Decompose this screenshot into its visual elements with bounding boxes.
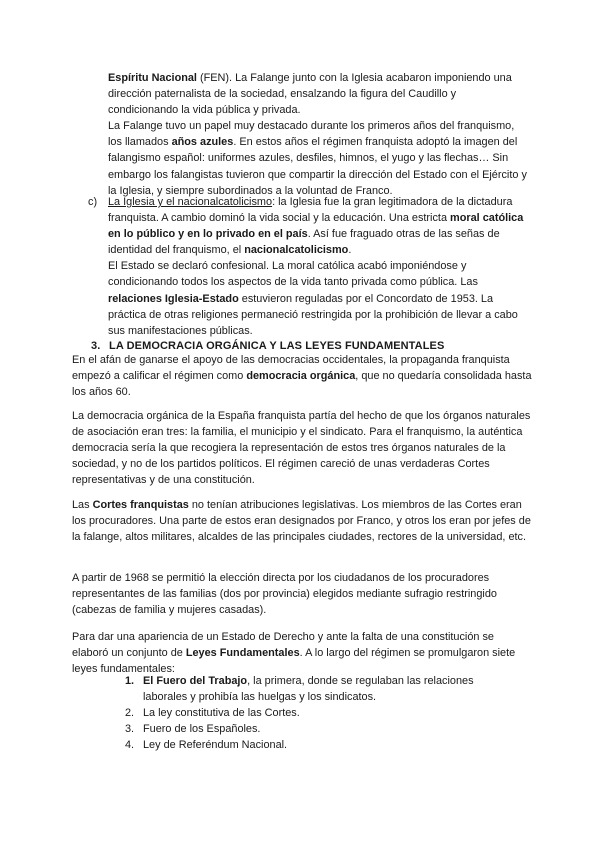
text: . bbox=[348, 244, 352, 257]
bold-term: democracia orgánica bbox=[246, 370, 356, 383]
bold-term: Leyes Fundamentales bbox=[185, 647, 300, 660]
bold-term: Espíritu Nacional bbox=[108, 72, 197, 84]
text: En el afán de ganarse el apoyo de las democracias occidentales, la propaganda franquista empezó a calificar el régimen como bbox=[72, 354, 510, 383]
text: La ley constitutiva de las Cortes. bbox=[143, 707, 300, 719]
paragraph-organos-naturales: La democracia orgánica de la España franquista partía del hecho de que los órganos naturales de asociación eran tres: la familia, el municipio y el sindicato. Para el franquismo, la auténtica democracia sería la que recogiera la representación de estos tres órganos naturales de la sociedad, y no de los partidos políticos. El régimen careció de unas verdaderas Cortes representativas y de una constitución. bbox=[72, 410, 531, 487]
text: Para dar una apariencia de un Estado de Derecho y ante la falta de una constitución se elaboró un conjunto de bbox=[72, 631, 494, 660]
paragraph-leyes-fundamentales bbox=[72, 629, 532, 677]
section-c-title: La Iglesia y el nacionalcatolicismo bbox=[108, 196, 273, 208]
list-number: 4. bbox=[125, 739, 135, 751]
text: estuvieron reguladas por el Concordato de 1953. La práctica de otras religiones permaneció restringida por la prohibición de llevar a cabo sus manifestaciones públicas. bbox=[108, 292, 518, 337]
list-item bbox=[125, 705, 485, 721]
bold-term: El Fuero del Trabajo bbox=[143, 675, 248, 687]
section-b-text bbox=[108, 70, 528, 199]
text: , la primera, donde se regulaban las relaciones laborales y prohibía las huelgas y los sindicatos. bbox=[143, 675, 474, 703]
text: Ley de Referéndum Nacional. bbox=[143, 739, 288, 751]
list-item bbox=[125, 673, 485, 705]
text: . En estos años el régimen franquista adoptó la imagen del falangismo español: uniformes azules, desfiles, himnos, el yugo y las flechas… Sin embargo los falangistas tuvieron que compartir la dirección del Estado con el Ejército y la Iglesia, y siempre subordinados a la voluntad de Franco. bbox=[108, 136, 527, 197]
text: no tenían atribuciones legislativas. Los miembros de las Cortes eran los procuradores. Una parte de estos eran designados por Franco, y otros los eran por jefes de la falange, altos militares, alcaldes de las principales ciudades, rectores de la universidad, etc. bbox=[72, 499, 531, 544]
paragraph-democracia-organica bbox=[72, 352, 532, 400]
list-number: 2. bbox=[125, 707, 135, 719]
list-number: 1. bbox=[125, 675, 135, 687]
laws-list bbox=[125, 673, 485, 753]
text: Las bbox=[72, 499, 93, 511]
heading-title: LA DEMOCRACIA ORGÁNICA Y LAS LEYES FUNDAMENTALES bbox=[109, 340, 445, 352]
section-b-paragraph-1 bbox=[108, 70, 528, 118]
text: (FEN). La Falange junto con la Iglesia acabaron imponiendo una dirección paternalista de la sociedad, ensalzando la figura del Caudillo y condicionando la vida pública y privada. bbox=[108, 72, 512, 117]
text: . Así fue fraguado otras de las señas de identidad del franquismo, el bbox=[108, 228, 500, 257]
list-item bbox=[125, 721, 485, 737]
bold-term: moral católica en lo público y en lo privado en el país bbox=[108, 212, 524, 241]
list-number: 3. bbox=[125, 723, 135, 735]
section-b-paragraph-2 bbox=[108, 118, 528, 198]
section-c-paragraph-1 bbox=[108, 194, 528, 258]
bold-term: nacionalcatolicismo bbox=[244, 244, 349, 257]
paragraph-1968: A partir de 1968 se permitió la elección directa por los ciudadanos de los procuradores representantes de las familias (dos por provincia) elegidos mediante sufragio restringido (cabezas de familia y mujeres casadas). bbox=[72, 572, 497, 617]
paragraph-cortes bbox=[72, 497, 532, 545]
section-c-label: c) bbox=[88, 196, 98, 208]
bold-term: relaciones Iglesia-Estado bbox=[108, 292, 239, 305]
heading-number: 3. bbox=[91, 340, 101, 352]
section-c-text bbox=[108, 194, 528, 339]
text: : la Iglesia fue la gran legitimadora de la dictadura franquista. A cambio dominó la vida social y la educación. Una estricta bbox=[108, 196, 513, 225]
list-item bbox=[125, 737, 485, 753]
bold-term: años azules bbox=[171, 136, 234, 149]
text: La Falange tuvo un papel muy destacado durante los primeros años del franquismo, los llamados bbox=[108, 120, 515, 149]
text: , que no quedaría consolidada hasta los años 60. bbox=[72, 370, 532, 399]
text: El Estado se declaró confesional. La moral católica acabó imponiéndose y condicionando todos los aspectos de la vida tanto privada como pública. Las bbox=[108, 260, 478, 289]
text: Fuero de los Españoles. bbox=[143, 723, 261, 735]
text: . A lo largo del régimen se promulgaron siete leyes fundamentales: bbox=[72, 647, 516, 676]
section-c-paragraph-2 bbox=[108, 258, 528, 338]
bold-term: Cortes franquistas bbox=[92, 499, 189, 511]
